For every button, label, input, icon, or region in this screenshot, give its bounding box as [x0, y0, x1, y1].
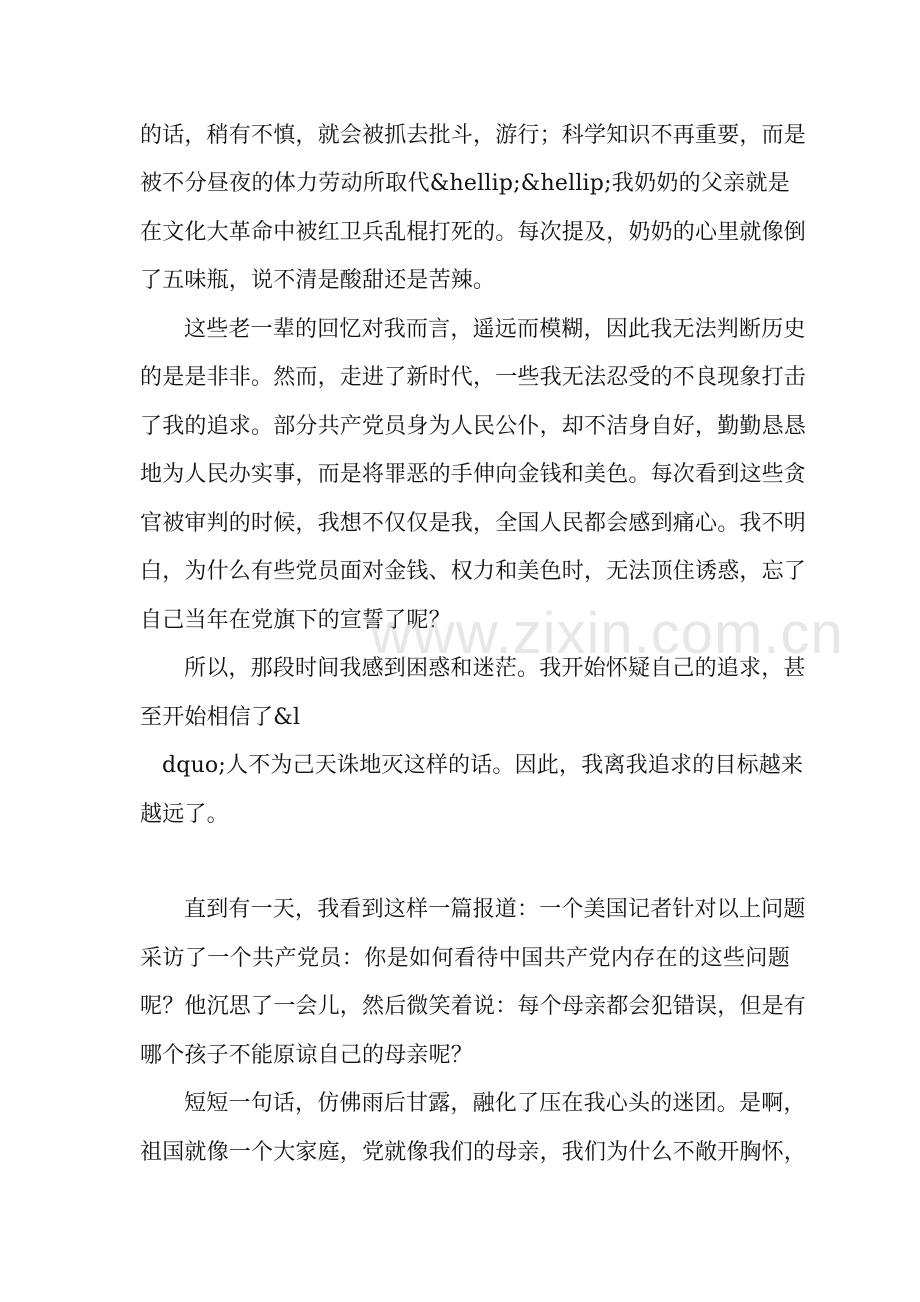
text-line: 所以，那段时间我感到困惑和迷茫。我开始怀疑自己的追求，甚 — [184, 656, 806, 681]
text-line: 哪个孩子不能原谅自己的母亲呢？ — [140, 1043, 474, 1068]
text-line: 官被审判的时候，我想不仅仅是我，全国人民都会感到痛心。我不明 — [140, 511, 807, 536]
text-line: 被不分昼夜的体力劳动所取代&hellip;&hellip;我奶奶的父亲就是 — [140, 171, 790, 196]
text-line: 地为人民办实事，而是将罪恶的手伸向金钱和美色。每次看到这些贪 — [140, 462, 807, 487]
text-line: dquo;人不为己天诛地灭这样的话。因此，我离我追求的目标越来 — [162, 753, 804, 778]
text-line: 祖国就像一个大家庭，党就像我们的母亲，我们为什么不敞开胸怀， — [140, 1140, 807, 1165]
text-line: 了我的追求。部分共产党员身为人民公仆，却不洁身自好，勤勤恳恳 — [140, 414, 807, 439]
text-line: 短短一句话，仿佛雨后甘露，融化了压在我心头的迷团。是啊， — [184, 1091, 806, 1116]
text-line: 自己当年在党旗下的宣誓了呢？ — [140, 608, 451, 633]
watermark: www.zixin.com.cn — [370, 601, 844, 666]
text-line: 的是是非非。然而，走进了新时代，一些我无法忍受的不良现象打击 — [140, 365, 807, 390]
text-line: 了五味瓶，说不清是酸甜还是苦辣。 — [140, 268, 496, 293]
text-line: 的话，稍有不慎，就会被抓去批斗，游行；科学知识不再重要，而是 — [140, 123, 807, 148]
text-line: 在文化大革命中被红卫兵乱棍打死的。每次提及，奶奶的心里就像倒 — [140, 220, 807, 245]
text-line: 越远了。 — [140, 802, 229, 827]
text-line: 直到有一天，我看到这样一篇报道：一个美国记者针对以上问题 — [184, 897, 806, 922]
text-line: 白，为什么有些党员面对金钱、权力和美色时，无法顶住诱惑，忘了 — [140, 559, 807, 584]
text-line: 采访了一个共产党员：你是如何看待中国共产党内存在的这些问题 — [140, 946, 790, 971]
text-line: 这些老一辈的回忆对我而言，遥远而模糊，因此我无法判断历史 — [184, 317, 806, 342]
text-line: 至开始相信了&l — [140, 705, 301, 730]
text-line: 呢？他沉思了一会儿，然后微笑着说：每个母亲都会犯错误，但是有 — [140, 994, 807, 1019]
